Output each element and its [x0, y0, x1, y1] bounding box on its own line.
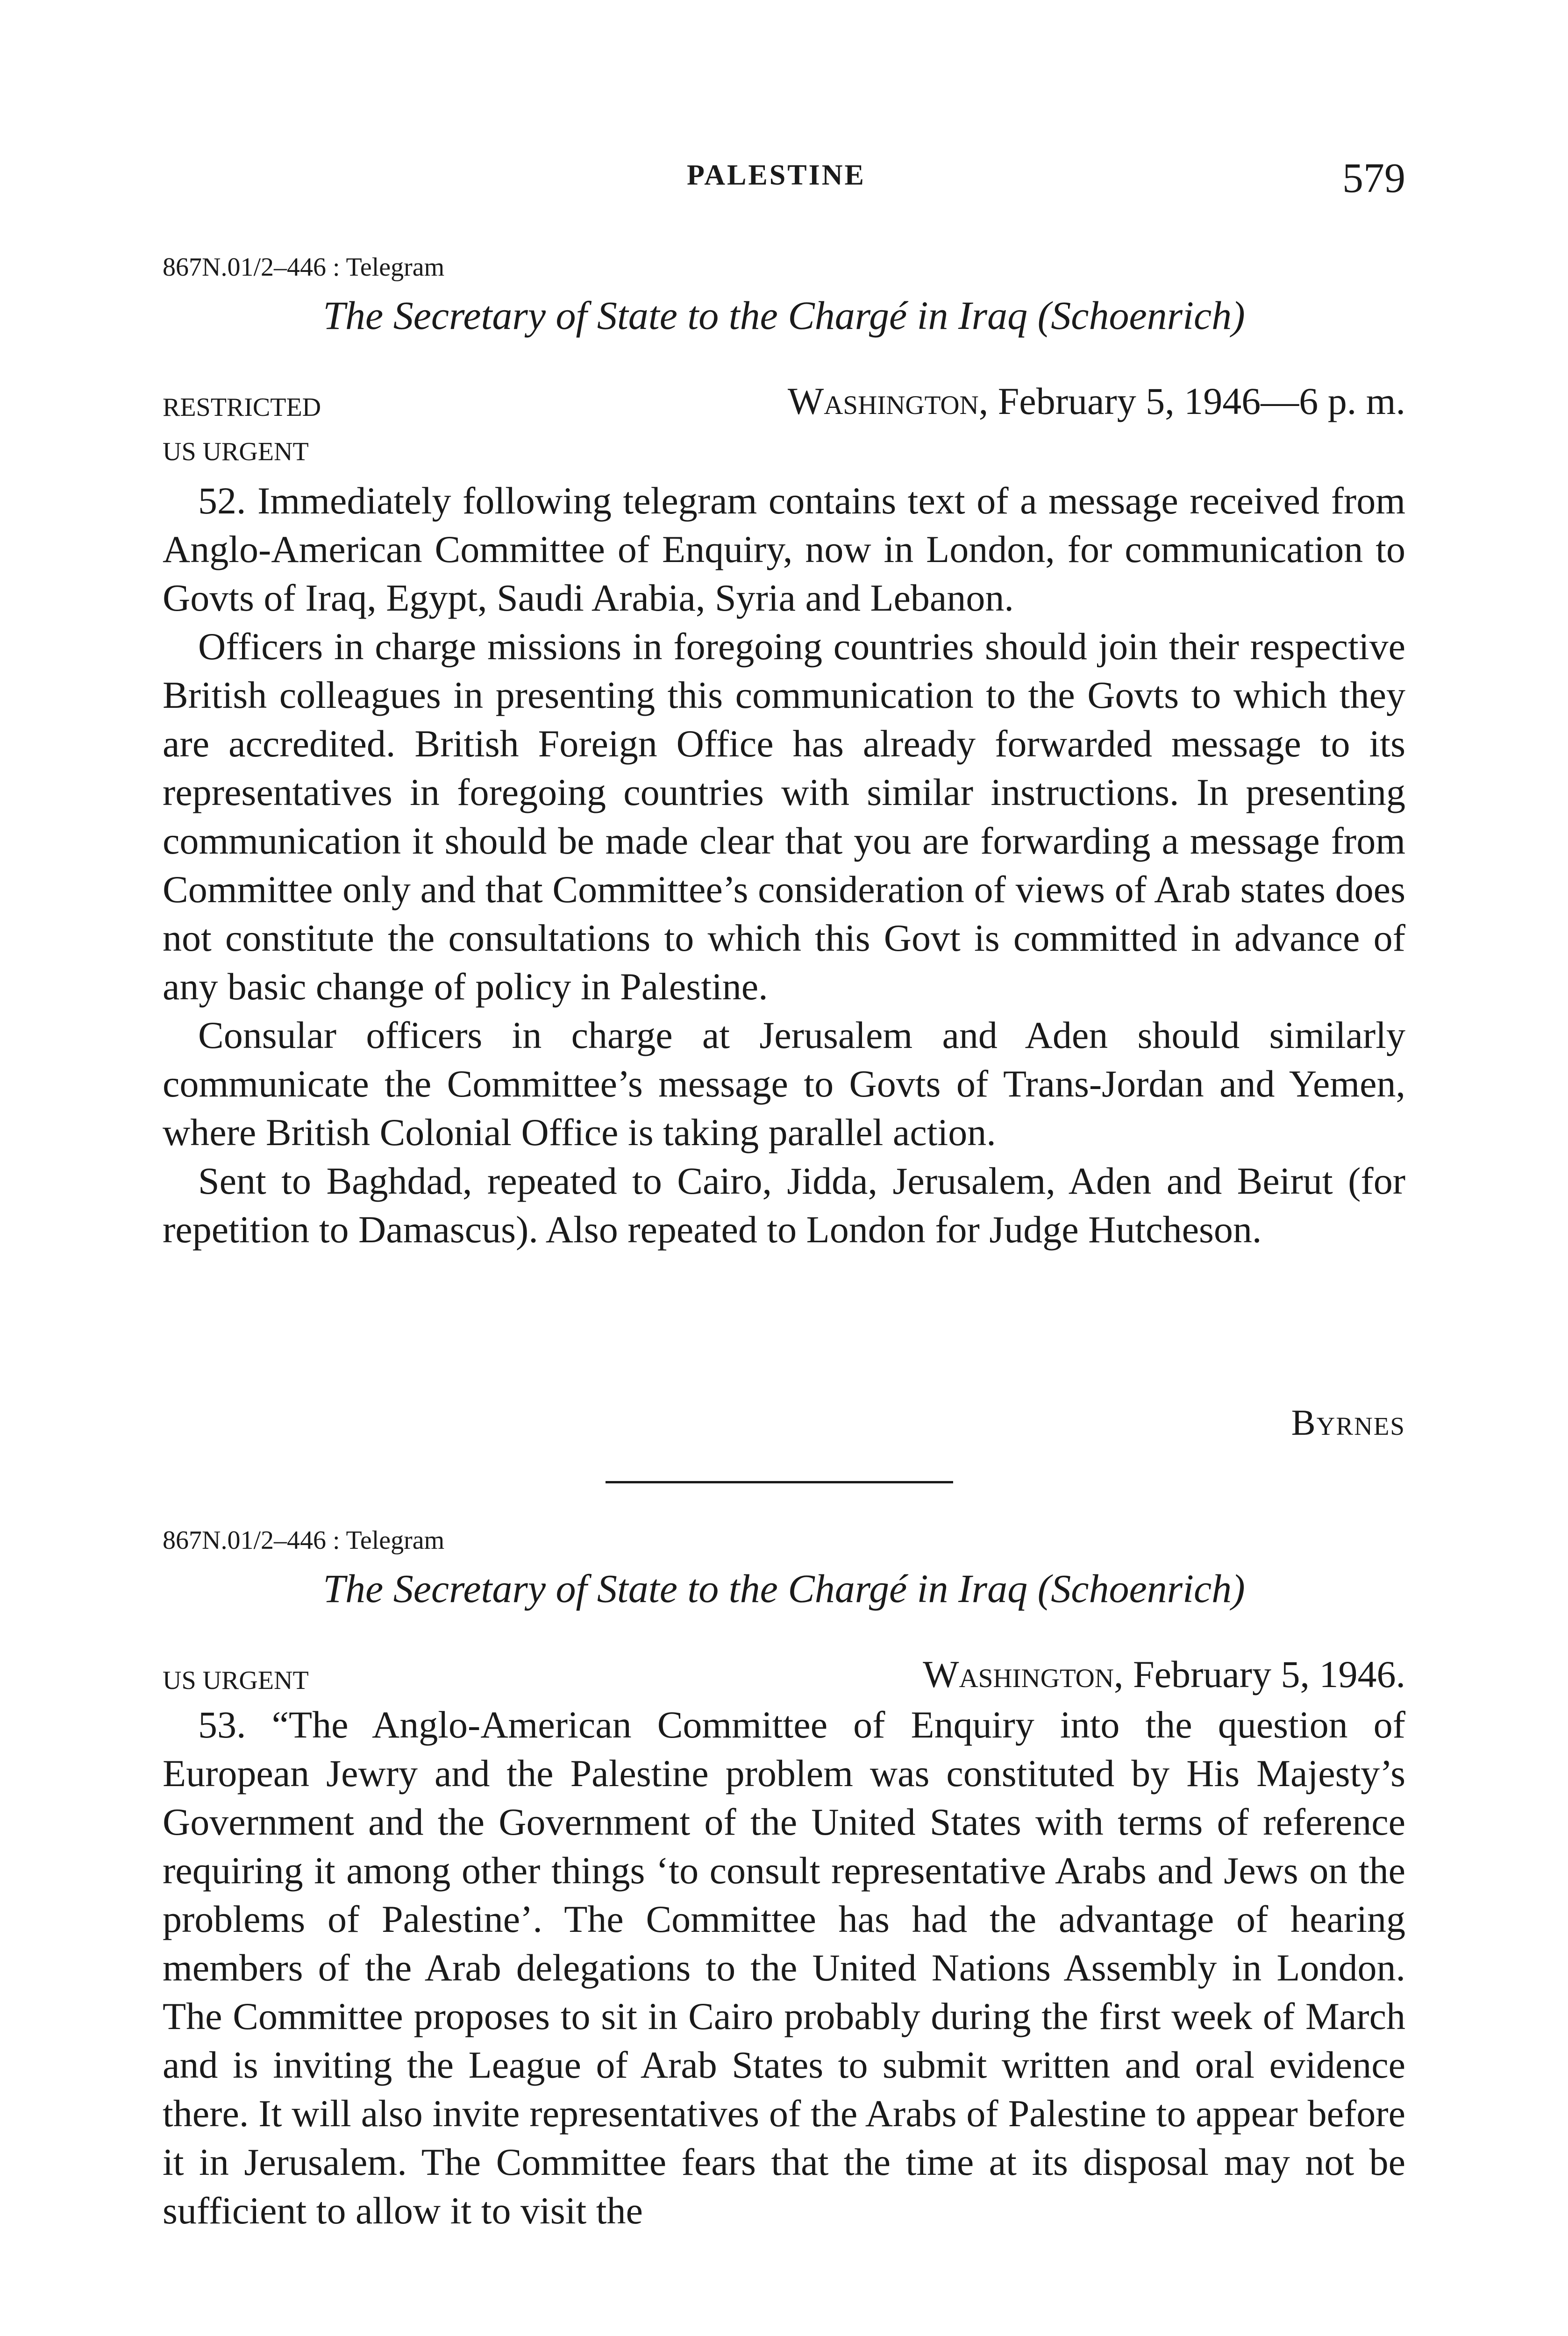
doc1-body: [163, 477, 1405, 1254]
section-divider: [606, 1481, 953, 1483]
doc2-paragraph: 53. “The Anglo-American Committee of Enquiry into the question of European Jewry and the Palestine problem was constituted by His Majesty’s Government and the Government of the United States with terms of reference requiring it among other things ‘to consult representative Arabs and Jews on the problems of Palestine’. The Committee has had the advantage of hearing members of the Arab delegations to the United Nations Assembly in London. The Committee proposes to sit in Cairo probably during the first week of March and is inviting the League of Arab States to submit written and oral evidence there. It will also invite representatives of the Arabs of Palestine to appear before it in Jerusalem. The Committee fears that the time at its disposal may not be sufficient to allow it to visit the: [163, 1703, 1405, 2232]
doc1-dateline: [788, 379, 1405, 423]
doc1-paragraph: Sent to Baghdad, repeated to Cairo, Jidda, Jerusalem, Aden and Beirut (for repetition to Damascus). Also repeated to London for Judge Hutcheson.: [163, 1160, 1405, 1251]
doc2-classification-urgent: US URGENT: [163, 1666, 309, 1695]
page-number: 579: [1342, 155, 1405, 201]
doc1-paragraph: Officers in charge missions in foregoing countries should join their respective British colleagues in presenting this communication to the Govts to which they are accredited. British Foreign Office has already forwarded message to its representatives in foregoing countries with similar instructions. In presenting communication it should be made clear that you are forwarding a message from Committee only and that Committee’s consideration of views of Arab states does not constitute the consultations to which this Govt is committed in advance of any basic change of policy in Palestine.: [163, 625, 1405, 1008]
doc1-classification-restricted: RESTRICTED: [163, 393, 321, 422]
doc1-title: The Secretary of State to the Chargé in Iraq (Schoenrich): [323, 293, 1245, 338]
doc1-classification-urgent: US URGENT: [163, 437, 309, 466]
doc2-dateline: [923, 1652, 1405, 1696]
doc1-file-ref: 867N.01/2–446 : Telegram: [163, 253, 445, 282]
doc2-body: [163, 1701, 1405, 2235]
doc1-signature: Byrnes: [1291, 1402, 1405, 1443]
doc1-dateline-place: Washington,: [787, 380, 989, 422]
doc2-title: The Secretary of State to the Chargé in Iraq (Schoenrich): [323, 1566, 1245, 1611]
doc2-dateline-place: Washington,: [923, 1653, 1124, 1695]
doc1-dateline-date: February 5, 1946—6 p. m.: [988, 380, 1405, 422]
doc2-file-ref: 867N.01/2–446 : Telegram: [163, 1526, 445, 1555]
doc1-paragraph: Consular officers in charge at Jerusalem and Aden should similarly communicate the Committee’s message to Govts of Trans-Jordan and Yemen, where British Colonial Office is taking parallel action.: [163, 1014, 1405, 1154]
doc1-paragraph: 52. Immediately following telegram contains text of a message received from Anglo-American Committee of Enquiry, now in London, for communication to Govts of Iraq, Egypt, Saudi Arabia, Syria and Lebanon.: [163, 479, 1405, 619]
doc2-dateline-date: February 5, 1946.: [1123, 1653, 1405, 1695]
running-head: PALESTINE: [687, 159, 866, 191]
